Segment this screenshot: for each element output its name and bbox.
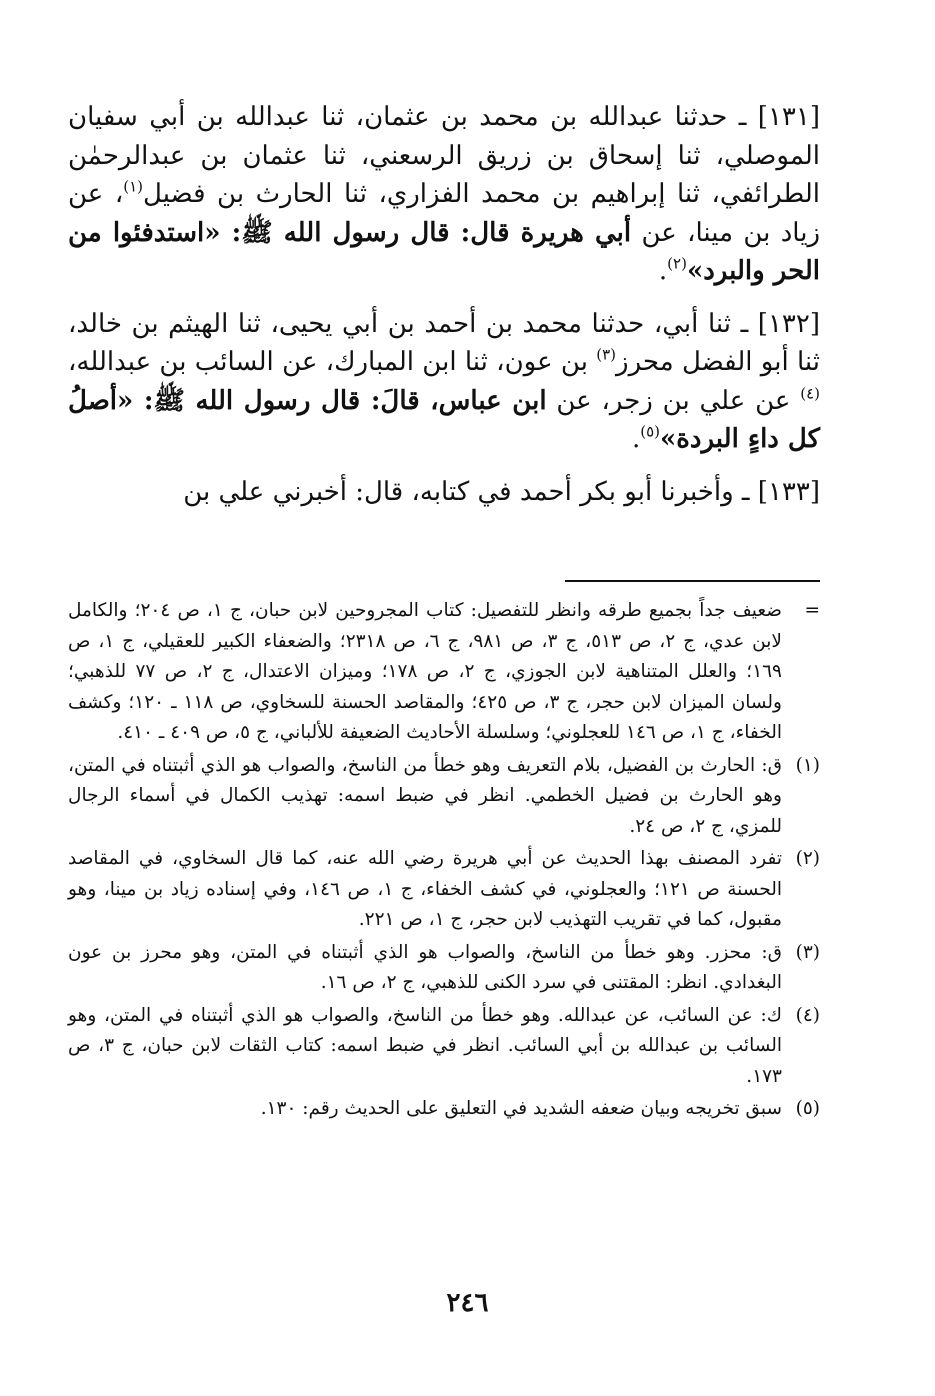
footnote-text: ق: محزر. وهو خطأ من الناسخ، والصواب هو الذي أثبتناه في المتن، وهو محرز بن عون البغدادي. انظر: المقتنى في سرد الكنى للذهبي، ج ٢، ص ١٦. (68, 941, 782, 993)
footnote-text: ضعيف جداً بجميع طرقه وانظر للتفصيل: كتاب المجروحين لابن حبان، ج ١، ص ٢٠٤؛ والكامل لابن عدي، ج ٢، ص ٥١٣، ج ٣، ص ٩٨١، ج ٦، ص ٢٣١٨؛ والضعفاء الكبير للعقيلي، ج ١، ص ١٦٩؛ والعلل المتناهية لابن الجوزي، ج ٢، ص ١٧٨؛ وميزان الاعتدال، ج ٢، ص ٧٧ للذهبي؛ ولسان الميزان لابن حجر، ج ٣، ص ٤٢٥؛ والمقاصد الحسنة للسخاوي، ص ١١٨ ـ ١٢٠؛ وكشف الخفاء، ج ١، ص ١٤٦ للعجلوني؛ وسلسلة الأحاديث الضعيفة للألباني، ج ٥، ص ٤٠٩ ـ ٤١٠. (68, 600, 782, 743)
hadith-number: [١٣٣] ـ (741, 476, 820, 507)
hadith-text: ، عن زياد بن مينا، عن (68, 179, 820, 248)
footnote-continued (68, 596, 820, 749)
hadith-text: حدثنا عبدالله بن محمد بن عثمان، ثنا عبدالله بن أبي سفيان الموصلي، ثنا إسحاق بن زريق الرسعني، ثنا عثمان بن عبدالرحمٰن الطرائفي، ثنا إبراهيم بن محمد الفزاري، ثنا الحارث بن فضيل (68, 102, 821, 209)
footnote-mark: = (804, 600, 820, 621)
hadith-matn: أبي هريرة قال: قال رسول الله ﷺ: «استدفئوا من الحر والبرد» (68, 217, 820, 286)
footnote-1 (68, 751, 820, 843)
footnote-4 (68, 1001, 820, 1093)
hadith-131 (68, 98, 820, 291)
footnote-mark: (١) (795, 754, 820, 776)
hadith-133 (68, 473, 820, 512)
footnote-text: تفرد المصنف بهذا الحديث عن أبي هريرة رضي الله عنه، كما قال السخاوي، في المقاصد الحسنة ص ١٢١؛ والعجلوني، في كشف الخفاء، ج ١، ص ١٤٦، وفي إسناده زياد بن مينا، وهو مقبول، كما في تقريب التهذيب لابن حجر، ج ١، ص ٢٢١. (68, 848, 782, 930)
footnote-2 (68, 844, 820, 936)
hadith-end: . (631, 424, 641, 454)
hadith-number: [١٣٢] ـ (740, 308, 820, 339)
footnote-divider (565, 580, 820, 582)
hadith-132 (68, 305, 820, 459)
footnote-ref-2: (٢) (667, 254, 687, 273)
footnote-3 (68, 938, 820, 999)
main-text (68, 98, 820, 525)
hadith-text: عن علي بن زجر، عن (556, 385, 801, 416)
footnote-text: سبق تخريجه وبيان ضعفه الشديد في التعليق على الحديث رقم: ١٣٠. (260, 1098, 782, 1119)
page-number: ٢٤٦ (446, 1288, 489, 1318)
footnote-mark: (٤) (795, 1004, 820, 1026)
hadith-text: وأخبرنا أبو بكر أحمد في كتابه، قال: أخبرني علي بن (183, 476, 734, 507)
footnote-5 (68, 1094, 820, 1125)
footnote-mark: (٥) (795, 1098, 820, 1119)
hadith-text: بن عون، ثنا ابن المبارك، عن السائب بن عبدالله، (68, 347, 597, 377)
footnote-text: ك: عن السائب، عن عبدالله. وهو خطأ من الناسخ، والصواب هو الذي أثبتناه في المتن، وهو السائب بن عبدالله بن أبي السائب. انظر في ضبط اسمه: كتاب الثقات لابن حبان، ج ٣، ص ١٧٣. (68, 1004, 783, 1087)
footnote-mark: (٢) (795, 848, 820, 869)
hadith-number: [١٣١] ـ (738, 102, 820, 132)
hadith-end: . (658, 256, 668, 286)
footnote-ref-4: (٤) (800, 384, 820, 402)
footnote-ref-5: (٥) (640, 422, 660, 441)
footnote-mark: (٣) (795, 941, 820, 963)
hadith-matn: ابن عباس، قالَ: قال رسول الله ﷺ: «أصلُ كل داءٍ البردة» (68, 385, 820, 454)
footnote-text: ق: الحارث بن الفضيل، بلام التعريف وهو خطأ من الناسخ، والصواب هو الذي أثبتناه في المتن، وهو الحارث بن فضيل الخطمي. انظر في ضبط اسمه: تهذيب الكمال في أسماء الرجال للمزي، ج ٢، ص ٢٤. (68, 754, 782, 837)
footnote-ref-3: (٣) (596, 345, 617, 364)
footnote-ref-1: (١) (123, 177, 143, 196)
hadith-text: ثنا أبي، حدثنا محمد بن أحمد بن أبي يحيى، ثنا الهيثم بن خالد، ثنا أبو الفضل محرز (68, 308, 820, 377)
footnotes (68, 596, 820, 1127)
